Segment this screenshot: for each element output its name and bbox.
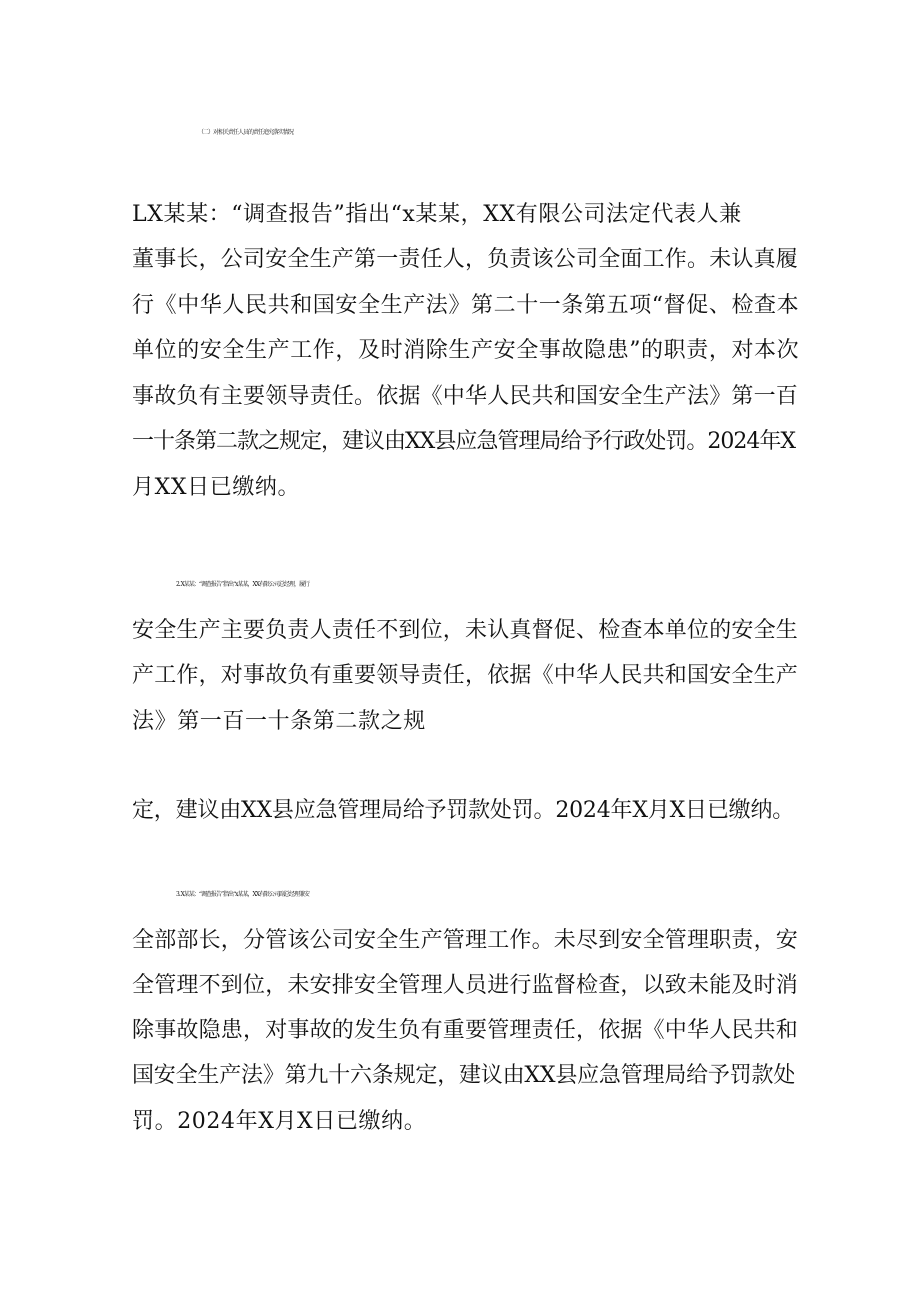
paragraph-line: 罚。2024年X月X日已缴纳。 xyxy=(132,1109,427,1134)
paragraph-line: 国安全生产法》第九十六条规定，建议由XX县应急管理局给予罚款处 xyxy=(132,1063,796,1088)
paragraph-line: 行《中华人民共和国安全生产法》第二十一条第五项“督促、检查本 xyxy=(132,293,800,318)
paragraph-line: 产工作，对事故负有重要领导责任，依据《中华人民共和国安全生产 xyxy=(132,663,799,688)
paragraph-line: 法》第一百一十条第二款之规 xyxy=(132,709,426,734)
paragraph-line: 3. X某某：“调查报告”指出“x某某，XX有限公司副总经理兼安 xyxy=(176,891,310,898)
paragraph-line: 安全生产主要负责人责任不到位，未认真督促、检查本单位的安全生 xyxy=(132,618,799,643)
paragraph-line: 单位的安全生产工作，及时消除生产安全事故隐患”的职责，对本次 xyxy=(132,338,800,363)
paragraph-line: 董事长，公司安全生产第一责任人，负责该公司全面工作。未认真履 xyxy=(132,247,799,272)
paragraph-line: 2. X某某：“调查报告”指出“x某某，XX有限公司总经理，履行 xyxy=(176,581,310,588)
paragraph-line: 事故负有主要领导责任。依据《中华人民共和国安全生产法》第一百 xyxy=(132,384,799,409)
section-heading: （二）对相关责任人员的责任追究落实情况 xyxy=(198,129,294,136)
paragraph-line: 全部部长，分管该公司安全生产管理工作。未尽到安全管理职责，安 xyxy=(132,928,799,953)
paragraph-line: 一十条第二款之规定，建议由XX县应急管理局给予行政处罚。2024年X xyxy=(132,429,795,454)
paragraph-2-continuation: 定，建议由XX县应急管理局给予罚款处罚。2024年X月X日已缴纳。 xyxy=(132,798,795,823)
paragraph-line: LX某某：“调查报告”指出“x某某，XX有限公司法定代表人兼 xyxy=(132,202,742,227)
paragraph-line: 除事故隐患，对事故的发生负有重要管理责任，依据《中华人民共和 xyxy=(132,1018,799,1043)
paragraph-line: 全管理不到位，未安排安全管理人员进行监督检查，以致未能及时消 xyxy=(132,973,799,998)
paragraph-line: 月XX日已缴纳。 xyxy=(132,475,301,500)
